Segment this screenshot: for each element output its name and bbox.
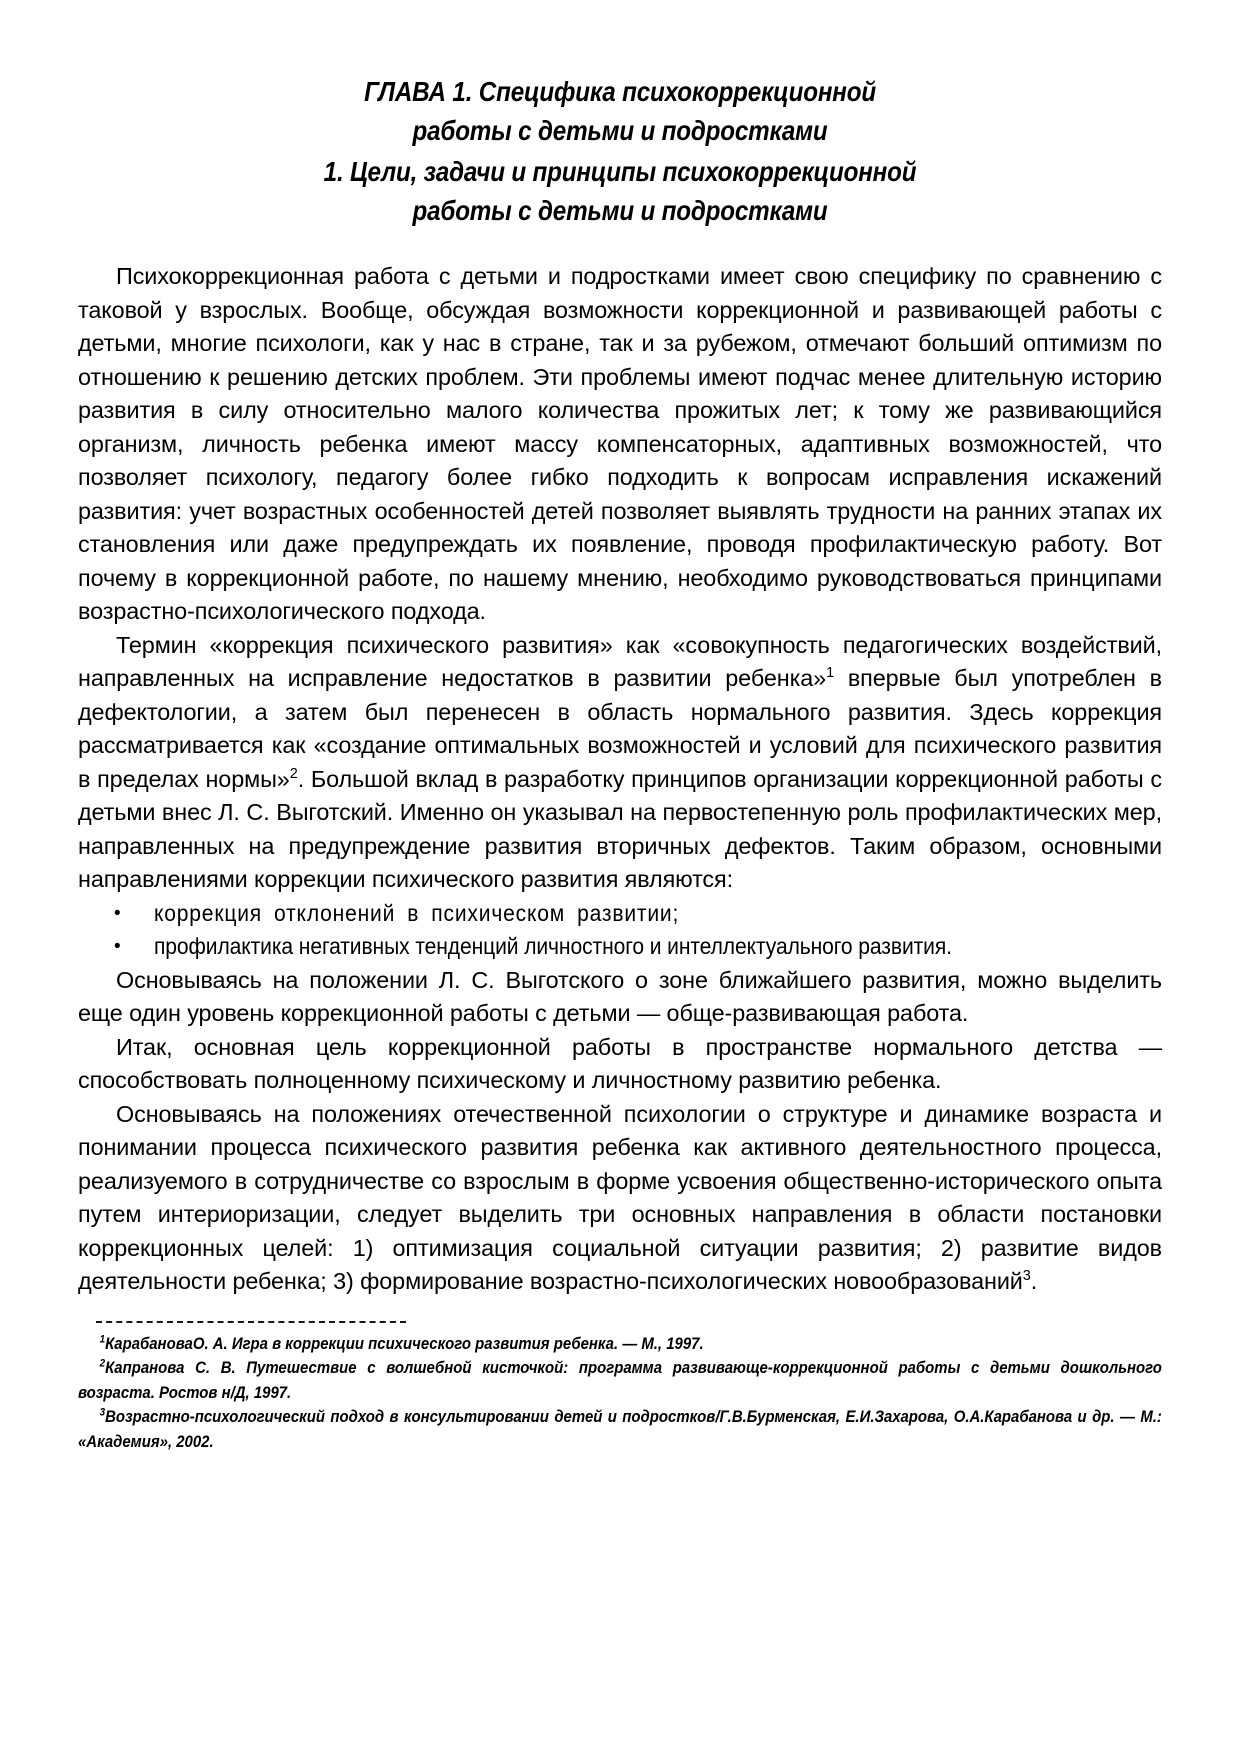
footnote-3 [78, 1405, 1162, 1454]
footnote-marker-1: 1 [826, 665, 835, 682]
footnote-2-marker: 2 [99, 1357, 106, 1370]
list-item [78, 930, 1162, 964]
paragraph-1 [78, 260, 1162, 629]
bullet-icon: • [114, 902, 121, 924]
list-item-label: коррекция отклонений в психическом развитии; [154, 899, 680, 926]
footnote-2-text: Капранова С. В. Путешествие с волшебной кисточкой: программа развивающе-коррекционной работы с детьми дошкольного возраста. Ростов н/Д, 1997. [78, 1358, 1162, 1402]
paragraph-3-text: Основываясь на положении Л. С. Выготского о зоне ближайшего развития, можно выделить еще один уровень коррекционной работы с детьми — обще-развивающая работа. [78, 966, 1162, 1026]
body-text [78, 260, 1162, 1299]
list-item [78, 897, 1162, 931]
page-title [143, 72, 1097, 230]
correction-directions-list [78, 897, 1162, 964]
paragraph-5-text-part-2: . [1030, 1268, 1038, 1294]
paragraph-2-text-part-2: впервые был употреблен в дефектологии, а затем был перенесен в область нормального развития. Здесь коррекция рассматривается как «создание оптимальных возможностей и условий для психического развития в пределах нормы» [78, 665, 1162, 792]
paragraph-2-text-part-1: Термин «коррекция психического развития» как «совокупность педагогических воздействий, направленных на исправление недостатков в развитии ребенка» [78, 631, 1162, 691]
section-title [143, 152, 1097, 230]
footnote-marker-3: 3 [1022, 1268, 1031, 1285]
list-item-label: профилактика негативных тенденций личностного и интеллектуального развития. [154, 933, 952, 959]
paragraph-4 [78, 1031, 1162, 1098]
footnote-1-text: КарабановаО. А. Игра в коррекции психического развития ребенка. — М., 1997. [105, 1333, 704, 1353]
section-title-line-1: 1. Цели, задачи и принципы психокоррекционной [323, 156, 917, 187]
footnote-marker-2: 2 [289, 765, 298, 782]
paragraph-3 [78, 964, 1162, 1031]
paragraph-1-text: Психокоррекционная работа с детьми и подростками имеет свою специфику по сравнению с таковой у взрослых. Вообще, обсуждая возможности коррекционной и развивающей работы с детьми, многие психологи, как у нас в стране, так и за рубежом, отмечают больший оптимизм по отношению к решению детских проблем. Эти проблемы имеют подчас менее длительную историю развития в силу относительно малого количества прожитых лет; к тому же развивающийся организм, личность ребенка имеют массу компенсаторных, адаптивных возможностей, что позволяет психологу, педагогу более гибко подходить к вопросам исправления искажений развития: учет возрастных особенностей детей позволяет выявлять трудности на ранних этапах их становления или даже предупреждать их появление, проводя профилактическую работу. Вот почему в коррекционной работе, по нашему мнению, необходимо руководствоваться принципами возрастно-психологического подхода. [78, 263, 1162, 624]
footnote-separator [96, 1321, 406, 1323]
footnote-3-marker: 3 [99, 1406, 106, 1419]
paragraph-2-text-part-3: . Большой вклад в разработку принципов организации коррекционной работы с детьми внес Л. С. Выготский. Именно он указывал на первостепенную роль профилактических мер, направленных на предупреждение развития вторичных дефектов. Таким образом, основными направлениями коррекции психического развития являются: [78, 765, 1162, 892]
footnote-1 [78, 1332, 1162, 1357]
page-content [78, 72, 1162, 1454]
paragraph-2 [78, 629, 1162, 897]
chapter-title [143, 72, 1097, 150]
chapter-title-line-2: работы с детьми и подростками [412, 115, 828, 146]
chapter-title-line-1: ГЛАВА 1. Специфика психокоррекционной [364, 76, 876, 107]
paragraph-5-text-part-1: Основываясь на положениях отечественной психологии о структуре и динамике возраста и понимании процесса психического развития ребенка как активного деятельностного процесса, реализуемого в сотрудничестве со взрослым в форме усвоения общественно-исторического опыта путем интериоризации, следует выделить три основных направления в области постановки коррекционных целей: 1) оптимизация социальной ситуации развития; 2) развитие видов деятельности ребенка; 3) формирование возрастно-психологических новообразований [78, 1100, 1162, 1294]
section-title-line-2: работы с детьми и подростками [412, 195, 828, 226]
footnote-1-marker: 1 [99, 1332, 106, 1345]
footnote-3-text: Возрастно-психологический подход в консультировании детей и подростков/Г.В.Бурменская, Е.И.Захарова, О.А.Карабанова и др. — М.: «Академия», 2002. [78, 1407, 1162, 1451]
paragraph-5 [78, 1098, 1162, 1299]
bullet-icon: • [114, 936, 121, 957]
footnote-2 [78, 1356, 1162, 1405]
footnotes-section [78, 1321, 1162, 1455]
paragraph-4-text: Итак, основная цель коррекционной работы в пространстве нормального детства — способствовать полноценному психическому и личностному развитию ребенка. [78, 1033, 1162, 1093]
